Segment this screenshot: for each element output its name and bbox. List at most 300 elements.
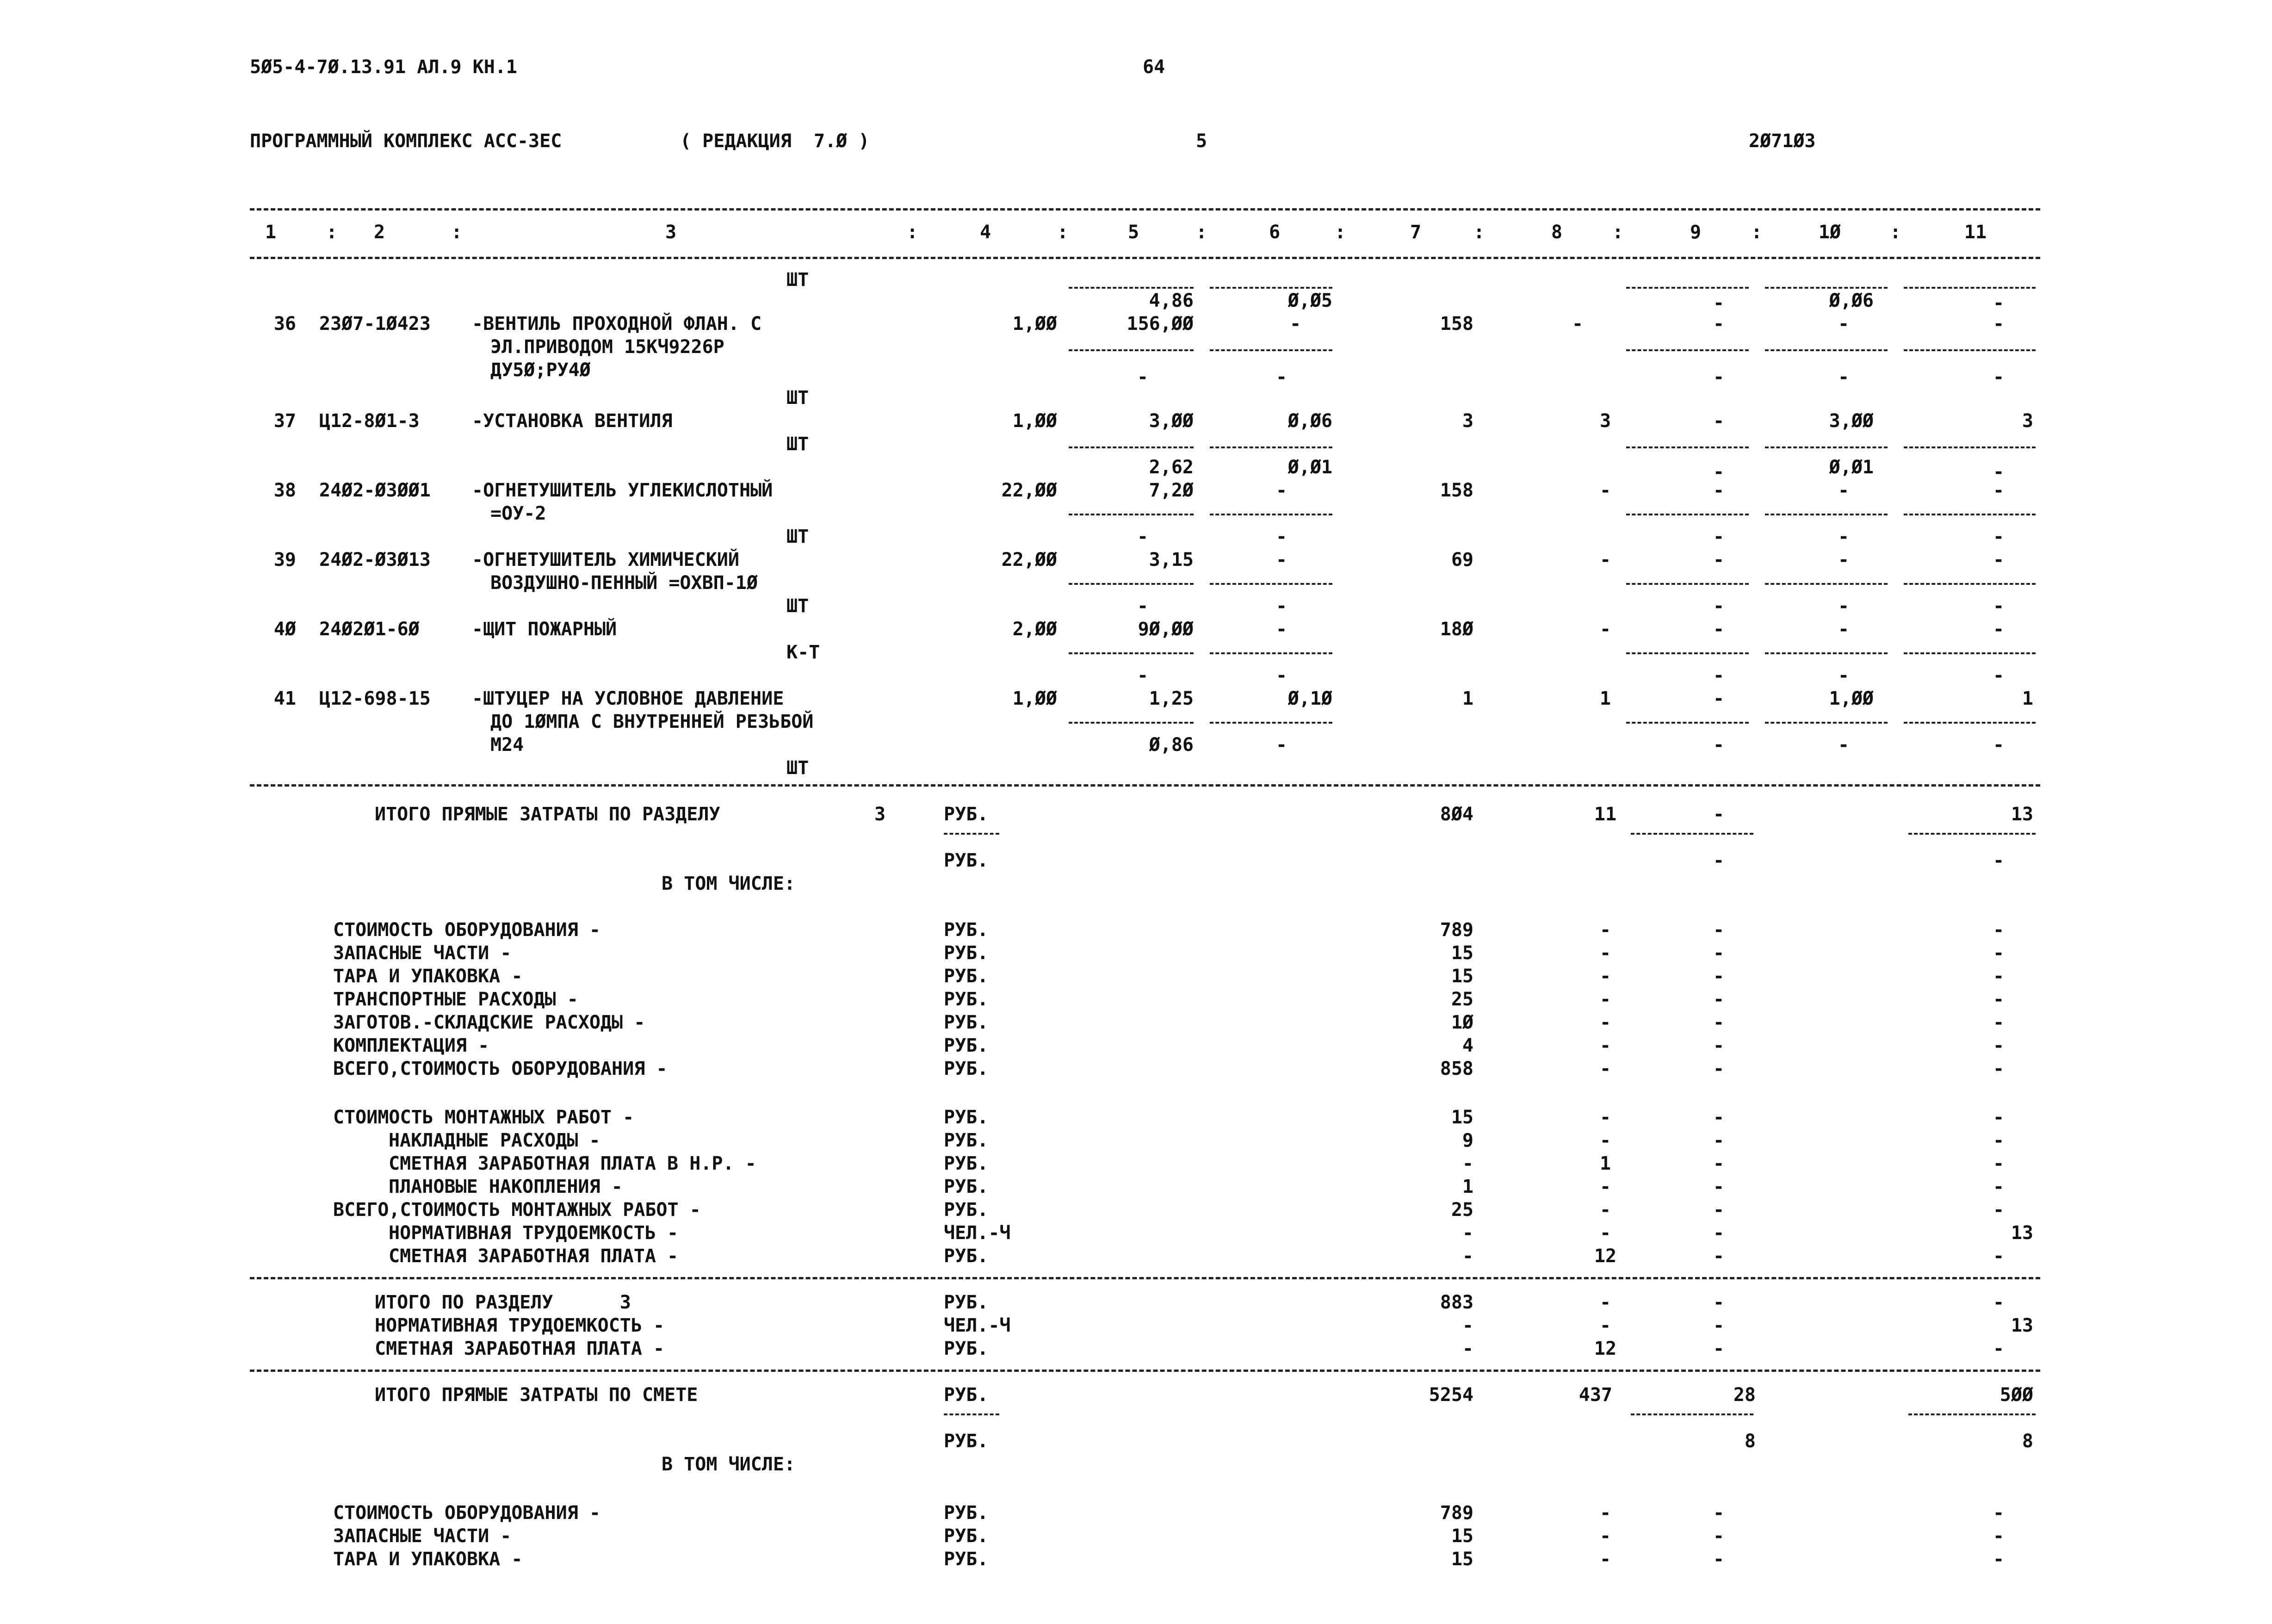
column-separator: : — [907, 222, 918, 243]
estimate-total-9: 28 — [1733, 1384, 1756, 1406]
section-total-rule — [250, 784, 2040, 787]
row-number: 41 — [273, 688, 296, 709]
row-number: 36 — [273, 313, 296, 335]
section-total-label: ИТОГО ПРЯМЫЕ ЗАТРАТЫ ПО РАЗДЕЛУ — [375, 804, 720, 825]
value-7: 1 — [1462, 688, 1473, 709]
resource-name: -ЩИТ ПОЖАРНЫЙ — [472, 619, 617, 640]
value-9: - — [1713, 480, 1725, 501]
value-8: - — [1599, 619, 1611, 640]
unit-underline — [944, 833, 999, 835]
detail-unit: РУБ. — [944, 1153, 989, 1174]
detail-label: ВСЕГО,СТОИМОСТЬ МОНТАЖНЫХ РАБОТ - — [333, 1199, 701, 1221]
unit-label: ШТ — [786, 595, 809, 617]
cell-divider — [1765, 349, 1888, 351]
detail-value-11: - — [1993, 1176, 2005, 1197]
detail-unit: РУБ. — [944, 1292, 989, 1313]
column-number-9: 9 — [1690, 222, 1702, 243]
detail-value-11: - — [1993, 989, 2005, 1010]
unit-label-below: ШТ — [786, 434, 809, 455]
value-9: - — [1713, 549, 1725, 570]
cell-divider — [1765, 446, 1888, 448]
value-11: - — [1993, 549, 2005, 570]
column-separator: : — [326, 222, 338, 243]
cell-divider — [1069, 514, 1194, 515]
column-number-2: 2 — [373, 222, 385, 243]
estimate-total-9b: 8 — [1744, 1431, 1756, 1452]
detail-value-7: - — [1462, 1153, 1473, 1174]
detail-label: ТАРА И УПАКОВКА - — [333, 1549, 523, 1570]
cell-divider — [1069, 652, 1194, 654]
detail-value-11: - — [1993, 1199, 2005, 1221]
column-number-10: 1Ø — [1818, 222, 1841, 243]
detail-value-9: - — [1713, 919, 1725, 941]
detail-value-9: - — [1713, 942, 1725, 964]
value-6: - — [1275, 549, 1288, 570]
column-number-8: 8 — [1551, 222, 1563, 243]
resource-code: 24Ø2-Ø3Ø13 — [319, 549, 431, 570]
cell-divider — [1210, 652, 1332, 654]
detail-value-11: - — [1993, 1292, 2005, 1313]
value-5: 9Ø,ØØ — [1138, 619, 1194, 640]
column-separator: : — [1057, 222, 1069, 243]
detail-value-11: - — [1993, 1338, 2005, 1359]
detail-value-9: - — [1713, 1525, 1725, 1547]
value-10-top: Ø,Ø6 — [1829, 290, 1874, 311]
estimate-total-rule — [250, 1370, 2040, 1372]
detail-value-11: - — [1993, 1058, 2005, 1079]
cell-divider — [1631, 1413, 1753, 1415]
column-separator: : — [1473, 222, 1485, 243]
estimate-total-11b: 8 — [2022, 1431, 2033, 1452]
detail-value-9: - — [1713, 1012, 1725, 1033]
value-5-sub: - — [1137, 526, 1149, 547]
detail-value-9: - — [1713, 989, 1725, 1010]
detail-value-11: - — [1993, 1130, 2005, 1151]
unit-underline — [944, 1413, 999, 1415]
value-5: 3,15 — [1149, 549, 1194, 570]
detail-value-8: - — [1599, 966, 1611, 987]
cell-divider — [1210, 583, 1332, 585]
detail-value-9: - — [1713, 1107, 1725, 1128]
value-10-top: Ø,Ø1 — [1829, 457, 1874, 478]
detail-value-8: 12 — [1594, 1246, 1617, 1267]
section-total-11: 13 — [2011, 804, 2033, 825]
detail-value-11: - — [1993, 1502, 2005, 1524]
detail-value-9: - — [1713, 1199, 1725, 1221]
estimate-total-11: 5ØØ — [2000, 1384, 2033, 1406]
page-number: 64 — [1143, 56, 1165, 78]
value-11-sub: - — [1993, 734, 2005, 756]
estimate-code: 2Ø71Ø3 — [1749, 130, 1816, 152]
value-10: 3,ØØ — [1829, 410, 1874, 432]
detail-unit: РУБ. — [944, 1525, 989, 1547]
doc-code: 5Ø5-4-7Ø.13.91 АЛ.9 КН.1 — [250, 56, 517, 78]
detail-value-8: - — [1599, 1222, 1611, 1244]
cell-divider — [1626, 583, 1749, 585]
column-number-4: 4 — [979, 222, 991, 243]
column-number-1: 1 — [265, 222, 277, 243]
detail-value-9: - — [1713, 966, 1725, 987]
value-11-sub: - — [1993, 595, 2005, 617]
value-7: 69 — [1451, 549, 1473, 570]
detail-value-8: - — [1599, 1107, 1611, 1128]
value-10-sub: - — [1838, 665, 1850, 686]
detail-value-9: - — [1713, 1058, 1725, 1079]
detail-label: СМЕТНАЯ ЗАРАБОТНАЯ ПЛАТА - — [389, 1246, 679, 1267]
detail-value-8: - — [1599, 1130, 1611, 1151]
cell-divider — [1765, 652, 1888, 654]
value-5: 7,2Ø — [1149, 480, 1194, 501]
value-6-top: Ø,Ø1 — [1288, 457, 1332, 478]
column-separator: : — [1612, 222, 1624, 243]
detail-unit: РУБ. — [944, 1058, 989, 1079]
resource-code: 23Ø7-1Ø423 — [319, 313, 431, 335]
detail-value-11: - — [1993, 1525, 2005, 1547]
detail-value-7: 1Ø — [1451, 1012, 1473, 1033]
row-number: 38 — [273, 480, 296, 501]
quantity: 1,ØØ — [1012, 313, 1057, 335]
estimate-total-8: 437 — [1579, 1384, 1612, 1406]
resource-code: Ц12-8Ø1-3 — [319, 410, 420, 432]
value-10: 1,ØØ — [1829, 688, 1874, 709]
value-11-top: - — [1993, 292, 2005, 314]
detail-unit: РУБ. — [944, 1549, 989, 1570]
value-10-sub: - — [1838, 734, 1850, 756]
detail-value-7: 9 — [1462, 1130, 1473, 1151]
value-5-top: 2,62 — [1149, 457, 1194, 478]
detail-label: ЗАПАСНЫЕ ЧАСТИ - — [333, 942, 512, 964]
cell-divider — [1626, 722, 1749, 724]
cell-divider — [1904, 583, 2036, 585]
value-5-top: 4,86 — [1149, 290, 1194, 311]
detail-value-9: - — [1713, 1292, 1725, 1313]
cell-divider — [1765, 722, 1888, 724]
unit-label: ШТ — [786, 757, 809, 779]
detail-value-11: - — [1993, 1153, 2005, 1174]
detail-label: ТРАНСПОРТНЫЕ РАСХОДЫ - — [333, 989, 578, 1010]
detail-value-7: 25 — [1451, 1199, 1473, 1221]
detail-value-11: - — [1993, 942, 2005, 964]
row-number: 39 — [273, 549, 296, 570]
detail-label: ЗАПАСНЫЕ ЧАСТИ - — [333, 1525, 512, 1547]
quantity: 1,ØØ — [1012, 688, 1057, 709]
detail-value-9: - — [1713, 1549, 1725, 1570]
header-rule-bottom — [250, 257, 2040, 259]
value-8: - — [1572, 313, 1584, 335]
detail-value-7: - — [1462, 1315, 1473, 1336]
column-separator: : — [1890, 222, 1901, 243]
section-total-number: 3 — [874, 804, 886, 825]
value-6: Ø,1Ø — [1288, 688, 1332, 709]
resource-name: ВОЗДУШНО-ПЕННЫЙ =ОХВП-1Ø — [490, 572, 758, 594]
cell-divider — [1904, 652, 2036, 654]
cell-divider — [1210, 514, 1332, 515]
value-9-sub: - — [1713, 665, 1725, 686]
detail-value-7: 15 — [1451, 966, 1473, 987]
value-11: 3 — [2022, 410, 2033, 432]
cell-divider — [1904, 446, 2036, 448]
detail-value-7: 1 — [1462, 1176, 1473, 1197]
column-number-3: 3 — [665, 222, 677, 243]
detail-value-8: 12 — [1594, 1338, 1617, 1359]
detail-unit: ЧЕЛ.-Ч — [944, 1315, 1011, 1336]
detail-label: НОРМАТИВНАЯ ТРУДОЕМКОСТЬ - — [389, 1222, 679, 1244]
value-10: - — [1838, 313, 1850, 335]
section-number: 5 — [1196, 130, 1207, 152]
section-total-9b: - — [1713, 850, 1725, 871]
cell-divider — [1626, 349, 1749, 351]
value-7: 3 — [1462, 410, 1473, 432]
section-total-8: 11 — [1594, 804, 1617, 825]
cell-divider — [1765, 583, 1888, 585]
value-11: - — [1993, 619, 2005, 640]
value-8: 3 — [1599, 410, 1611, 432]
value-6-sub: - — [1275, 595, 1288, 617]
cell-divider — [1210, 446, 1332, 448]
cell-divider — [1904, 287, 2036, 289]
unit-label: ШТ — [786, 526, 809, 547]
detail-value-11: - — [1993, 1107, 2005, 1128]
cell-divider — [1765, 287, 1888, 289]
cell-divider — [1626, 446, 1749, 448]
detail-value-7: 15 — [1451, 1525, 1473, 1547]
value-7: 18Ø — [1440, 619, 1473, 640]
section-total-unit-2: РУБ. — [944, 850, 989, 871]
estimate-total-7: 5254 — [1429, 1384, 1473, 1406]
cell-divider — [1069, 349, 1194, 351]
resource-name: М24 — [490, 734, 524, 756]
value-5-sub: Ø,86 — [1149, 734, 1194, 756]
estimate-total-unit-2: РУБ. — [944, 1431, 989, 1452]
detail-value-9: - — [1713, 1246, 1725, 1267]
value-9-sub: - — [1713, 734, 1725, 756]
row-number: 4Ø — [273, 619, 296, 640]
detail-value-7: 25 — [1451, 989, 1473, 1010]
detail-value-8: - — [1599, 1315, 1611, 1336]
value-9: - — [1713, 619, 1725, 640]
value-10-sub: - — [1838, 595, 1850, 617]
value-6-sub: - — [1275, 665, 1288, 686]
detail-unit: РУБ. — [944, 1199, 989, 1221]
value-5: 1,25 — [1149, 688, 1194, 709]
detail-value-11: - — [1993, 1012, 2005, 1033]
value-6: Ø,Ø6 — [1288, 410, 1332, 432]
column-separator: : — [1751, 222, 1763, 243]
edition: ( РЕДАКЦИЯ 7.Ø ) — [680, 130, 870, 152]
detail-value-11: - — [1993, 1246, 2005, 1267]
detail-label: ИТОГО ПО РАЗДЕЛУ 3 — [375, 1292, 631, 1313]
detail-value-8: - — [1599, 942, 1611, 964]
cell-divider — [1626, 514, 1749, 515]
value-10-sub: - — [1838, 526, 1850, 547]
detail-unit: РУБ. — [944, 1246, 989, 1267]
cell-divider — [1210, 349, 1332, 351]
value-9: - — [1713, 410, 1725, 432]
detail-value-8: - — [1599, 1012, 1611, 1033]
detail-value-7: 789 — [1440, 919, 1473, 941]
value-8: - — [1599, 480, 1611, 501]
detail-value-9: - — [1713, 1222, 1725, 1244]
cell-divider — [1069, 446, 1194, 448]
detail-unit: РУБ. — [944, 1338, 989, 1359]
row-number: 37 — [273, 410, 296, 432]
detail-value-11: - — [1993, 1035, 2005, 1056]
value-9-sub: - — [1713, 366, 1725, 388]
value-6-sub: - — [1275, 734, 1288, 756]
detail-value-9: - — [1713, 1502, 1725, 1524]
cell-divider — [1069, 722, 1194, 724]
resource-code: Ц12-698-15 — [319, 688, 431, 709]
detail-value-7: 4 — [1462, 1035, 1473, 1056]
value-7: 158 — [1440, 480, 1473, 501]
value-7: 158 — [1440, 313, 1473, 335]
unit-label: ШТ — [786, 387, 809, 409]
resource-code: 24Ø2-Ø3ØØ1 — [319, 480, 431, 501]
cell-divider — [1765, 514, 1888, 515]
detail-value-8: - — [1599, 1058, 1611, 1079]
column-separator: : — [451, 222, 463, 243]
value-5-sub: - — [1137, 665, 1149, 686]
detail-value-7: 15 — [1451, 1549, 1473, 1570]
detail-unit: РУБ. — [944, 942, 989, 964]
detail-value-8: - — [1599, 1525, 1611, 1547]
cell-divider — [1069, 583, 1194, 585]
value-6: - — [1289, 313, 1301, 335]
value-11: 1 — [2022, 688, 2033, 709]
column-number-11: 11 — [1964, 222, 1987, 243]
detail-value-7: 15 — [1451, 1107, 1473, 1128]
resource-name: -УСТАНОВКА ВЕНТИЛЯ — [472, 410, 673, 432]
detail-value-8: 1 — [1599, 1153, 1611, 1174]
detail-unit: РУБ. — [944, 919, 989, 941]
resource-name: ДО 1ØМПА С ВНУТРЕННЕЙ РЕЗЬБОЙ — [490, 711, 814, 732]
value-11-sub: - — [1993, 526, 2005, 547]
detail-unit: РУБ. — [944, 989, 989, 1010]
detail-value-9: - — [1713, 1153, 1725, 1174]
detail-unit: РУБ. — [944, 1130, 989, 1151]
value-9-top: - — [1713, 292, 1725, 314]
detail-value-8: - — [1599, 1549, 1611, 1570]
detail-value-7: 789 — [1440, 1502, 1473, 1524]
value-11-sub: - — [1993, 665, 2005, 686]
detail-label: НОРМАТИВНАЯ ТРУДОЕМКОСТЬ - — [375, 1315, 665, 1336]
detail-value-7: 883 — [1440, 1292, 1473, 1313]
section-total-7: 8Ø4 — [1440, 804, 1473, 825]
detail-value-9: - — [1713, 1130, 1725, 1151]
detail-value-7: - — [1462, 1338, 1473, 1359]
cell-divider — [1631, 833, 1753, 835]
including-label: В ТОМ ЧИСЛЕ: — [662, 873, 795, 894]
estimate-total-label: ИТОГО ПРЯМЫЕ ЗАТРАТЫ ПО СМЕТЕ — [375, 1384, 698, 1406]
detail-value-11: 13 — [2011, 1315, 2033, 1336]
value-10: - — [1838, 549, 1850, 570]
detail-label: ТАРА И УПАКОВКА - — [333, 966, 523, 987]
value-6: - — [1275, 619, 1288, 640]
resource-name: ДУ5Ø;РУ4Ø — [490, 360, 591, 381]
value-6-sub: - — [1275, 526, 1288, 547]
detail-value-8: - — [1599, 1035, 1611, 1056]
detail-value-7: - — [1462, 1222, 1473, 1244]
cell-divider — [1908, 1413, 2036, 1415]
detail-value-9: - — [1713, 1315, 1725, 1336]
detail-value-7: 858 — [1440, 1058, 1473, 1079]
quantity: 1,ØØ — [1012, 410, 1057, 432]
detail-value-7: - — [1462, 1246, 1473, 1267]
resource-name: -ВЕНТИЛЬ ПРОХОДНОЙ ФЛАН. С — [472, 313, 762, 335]
resource-code: 24Ø2Ø1-6Ø — [319, 619, 420, 640]
value-5-sub: - — [1137, 366, 1149, 388]
value-6: - — [1275, 480, 1288, 501]
detail-label: СТОИМОСТЬ ОБОРУДОВАНИЯ - — [333, 919, 601, 941]
quantity: 2,ØØ — [1012, 619, 1057, 640]
value-6-top: Ø,Ø5 — [1288, 290, 1332, 311]
value-8: - — [1599, 549, 1611, 570]
unit-label: К-Т — [786, 642, 820, 663]
detail-unit: РУБ. — [944, 1176, 989, 1197]
detail-value-8: - — [1599, 1199, 1611, 1221]
detail-value-8: - — [1599, 989, 1611, 1010]
estimate-total-unit: РУБ. — [944, 1384, 989, 1406]
detail-label: СМЕТНАЯ ЗАРАБОТНАЯ ПЛАТА - — [375, 1338, 665, 1359]
cell-divider — [1908, 833, 2036, 835]
detail-value-9: - — [1713, 1035, 1725, 1056]
resource-name: =ОУ-2 — [490, 503, 546, 524]
cell-divider — [1069, 287, 1194, 289]
detail-label: НАКЛАДНЫЕ РАСХОДЫ - — [389, 1130, 601, 1151]
value-9-sub: - — [1713, 526, 1725, 547]
detail-value-11: 13 — [2011, 1222, 2033, 1244]
detail-value-11: - — [1993, 919, 2005, 941]
detail-unit: РУБ. — [944, 1012, 989, 1033]
detail-unit: РУБ. — [944, 966, 989, 987]
value-6-sub: - — [1275, 366, 1288, 388]
detail-unit: РУБ. — [944, 1502, 989, 1524]
detail-label: КОМПЛЕКТАЦИЯ - — [333, 1035, 489, 1056]
cell-divider — [1904, 349, 2036, 351]
value-5-sub: - — [1137, 595, 1149, 617]
quantity: 22,ØØ — [1001, 480, 1057, 501]
value-11: - — [1993, 480, 2005, 501]
value-9-top: - — [1713, 461, 1725, 483]
including-label-2: В ТОМ ЧИСЛЕ: — [662, 1454, 795, 1475]
value-8: 1 — [1599, 688, 1611, 709]
value-9: - — [1713, 688, 1725, 709]
detail-value-11: - — [1993, 1549, 2005, 1570]
by-section-rule — [250, 1277, 2040, 1279]
program-name: ПРОГРАММНЫЙ КОМПЛЕКС АСС-3ЕС — [250, 130, 562, 152]
cell-divider — [1210, 287, 1332, 289]
detail-label: СМЕТНАЯ ЗАРАБОТНАЯ ПЛАТА В Н.Р. - — [389, 1153, 756, 1174]
detail-label: ВСЕГО,СТОИМОСТЬ ОБОРУДОВАНИЯ - — [333, 1058, 668, 1079]
value-5: 156,ØØ — [1127, 313, 1194, 335]
column-number-6: 6 — [1269, 222, 1281, 243]
cell-divider — [1210, 722, 1332, 724]
detail-value-9: - — [1713, 1338, 1725, 1359]
detail-value-11: - — [1993, 966, 2005, 987]
detail-label: ПЛАНОВЫЕ НАКОПЛЕНИЯ - — [389, 1176, 623, 1197]
resource-name: -ОГНЕТУШИТЕЛЬ ХИМИЧЕСКИЙ — [472, 549, 739, 570]
column-number-5: 5 — [1127, 222, 1139, 243]
cell-divider — [1904, 514, 2036, 515]
section-total-unit: РУБ. — [944, 804, 989, 825]
value-5: 3,ØØ — [1149, 410, 1194, 432]
value-11: - — [1993, 313, 2005, 335]
detail-label: ЗАГОТОВ.-СКЛАДСКИЕ РАСХОДЫ - — [333, 1012, 645, 1033]
detail-value-8: - — [1599, 1292, 1611, 1313]
detail-unit: РУБ. — [944, 1035, 989, 1056]
detail-unit: РУБ. — [944, 1107, 989, 1128]
value-10-sub: - — [1838, 366, 1850, 388]
